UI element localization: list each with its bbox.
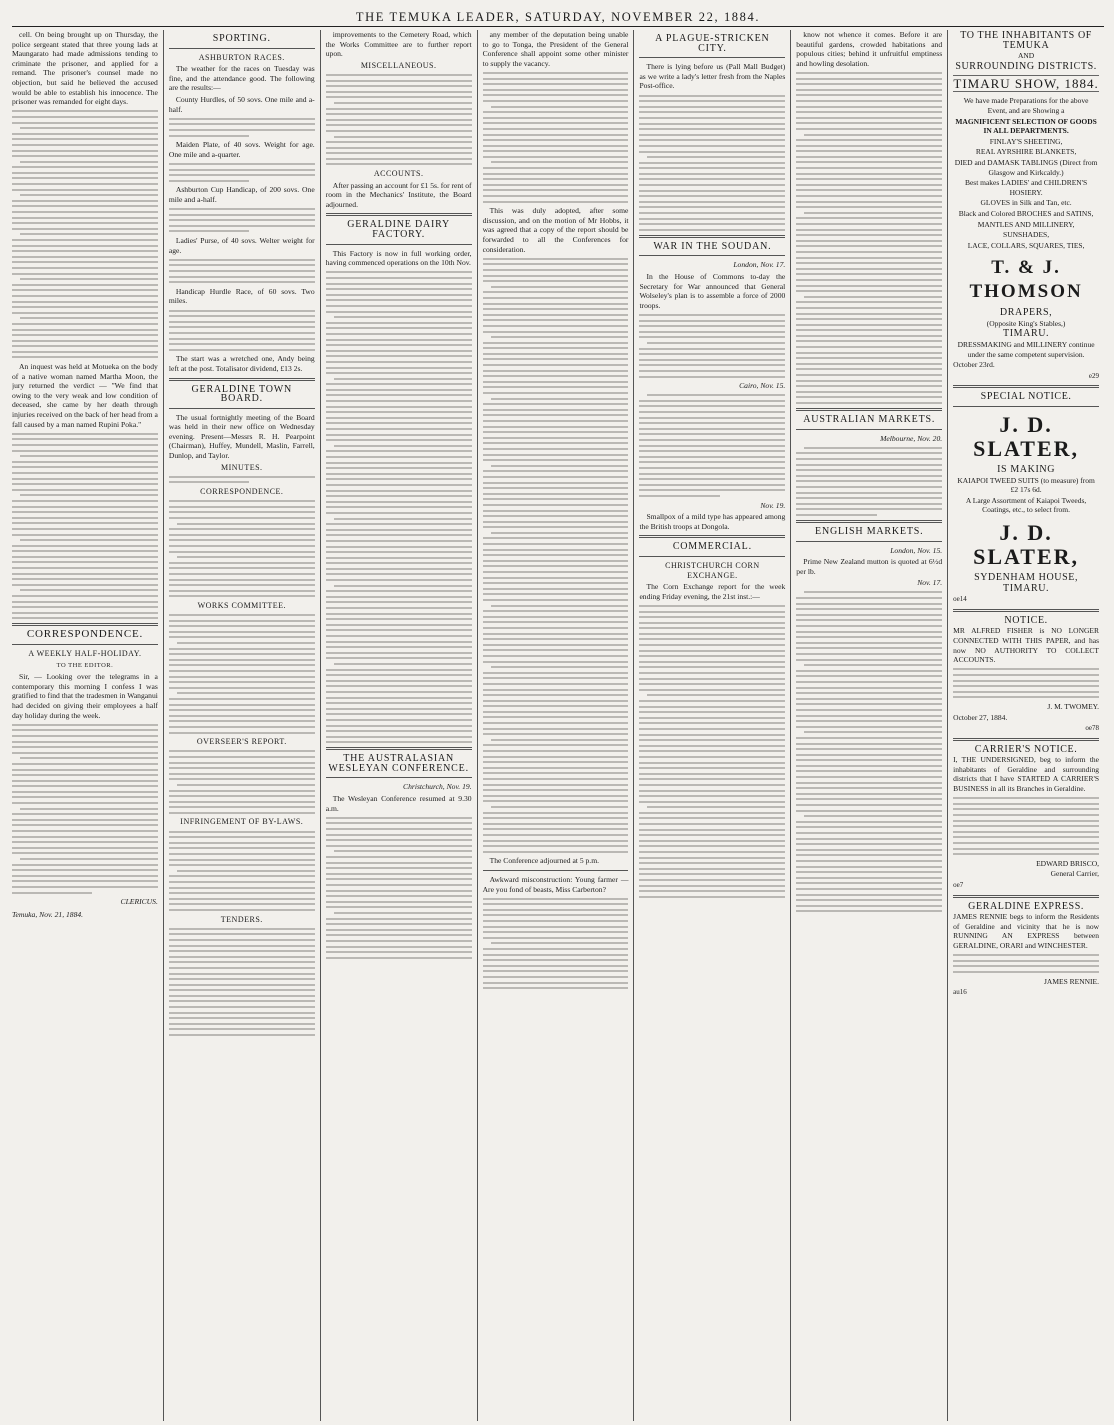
column-4 [477, 30, 634, 1421]
article-text: This Factory is now in full working order, having commenced operations on the 10th Nov. [325, 248, 472, 268]
article-text: The weather for the races on Tuesday was fine, and the attendance good. The following are the results:— [168, 64, 315, 93]
article-text: cell. On being brought up on Thursday, the police sergeant stated that three young lads at Maungarato had made admissions tending to criminate the prisoner, and applied for a remand. The prisoner's counsel made no objection, but said he believed the accused would be able to establish his innocence. The prisoner was remanded for eight days. [12, 30, 158, 107]
article-text: After passing an account for £1 5s. for rent of room in the Mechanics' Institute, the Board adjourned. [325, 180, 472, 209]
illegible-text-block [12, 724, 158, 894]
article-text: There is lying before us (Pall Mall Budget) as we write a lady's letter fresh from the Naples Post-office. [639, 62, 786, 91]
article-text: This was duly adopted, after some discussion, and on the motion of Mr Hobbs, it was agreed that a copy of the report should be forwarded to all the Conferences for consideration. [482, 206, 629, 254]
article-title: ASHBURTON RACES. [198, 52, 285, 62]
section-heading: WAR IN THE SOUDAN. [653, 240, 772, 252]
letter-signature: CLERICUS. [120, 897, 158, 907]
race-title: County Hurdles, of 50 sovs. One mile and a-half. [168, 94, 315, 114]
article-title: A WEEKLY HALF-HOLIDAY. [28, 649, 142, 658]
article-text: The start was a wretched one, Andy being left at the post. Totalisator dividend, £13 2s. [168, 354, 315, 373]
dateline: London, Nov. 17. [733, 260, 786, 270]
column-2 [163, 30, 320, 1421]
column-5 [633, 30, 790, 1421]
article-text: know not whence it comes. Before it are beautiful gardens, crowded habitations and populous cities; behind it unfruitful emptiness and howling desolation. [796, 30, 943, 68]
masthead: THE TEMUKA LEADER, SATURDAY, NOVEMBER 22, 1884. [12, 8, 1104, 27]
article-text: An inquest was held at Motueka on the body of a native woman named Martha Moon, the jury returned the verdict — "We find that owing to the very weak and low condition of deceased, she came by her death through injuries received on the back of her head from a fall caused by a man named Rupini Poka." [12, 362, 158, 429]
letter-dateline: Temuka, Nov. 21, 1884. [12, 909, 84, 919]
section-heading: SPORTING. [212, 33, 271, 44]
section-heading: CORRESPONDENCE. [26, 628, 144, 641]
dateline: Christchurch, Nov. 19. [403, 782, 472, 792]
dateline: Cairo, Nov. 15. [739, 381, 786, 391]
article-text: In the House of Commons to-day the Secretary for War announced that General Wolseley's plan is to assemble a force of 2000 troops. [639, 272, 786, 310]
section-heading: GERALDINE TOWN BOARD. [191, 383, 293, 405]
carrier-notice: CARRIER'S NOTICE. I, THE UNDERSIGNED, beg to inform the inhabitants of Geraldine and surrounding districts that I have STARTED A CARRIER'S BUSINESS in all its Branches in Geraldine. EDWARD BRISCO, General Carrier, oe7 [953, 743, 1100, 889]
column-6 [790, 30, 947, 1421]
subheading: INFRINGEMENT OF BY-LAWS. [180, 817, 304, 827]
subheading: TENDERS. [220, 914, 263, 924]
race-title: Maiden Plate, of 40 sovs. Weight for age. One mile and a-quarter. [168, 140, 315, 159]
column-1 [12, 30, 163, 1421]
subheading: ACCOUNTS. [373, 169, 424, 179]
article-text: The usual fortnightly meeting of the Board was held in their new office on Wednesday evening. Present—Messrs R. H. Pearpoint (Chairman), Huffey, Mundell, Maslin, Farrell, Dunlop, and Taylor. [168, 412, 315, 461]
subheading: OVERSEER'S REPORT. [196, 737, 287, 747]
subheading: MISCELLANEOUS. [360, 60, 437, 70]
short-notice: Awkward misconstruction: Young farmer — Are you fond of beasts, Miss Carberton? [482, 874, 629, 894]
article-text: Smallpox of a mild type has appeared among the British troops at Dongola. [639, 512, 786, 531]
columns [12, 30, 1104, 1421]
column-3 [320, 30, 477, 1421]
section-heading: ENGLISH MARKETS. [815, 525, 924, 537]
subheading: MINUTES. [221, 462, 263, 472]
column-7-advertisements [947, 30, 1104, 1421]
section-heading: AUSTRALIAN MARKETS. [803, 414, 936, 425]
subheading: CORRESPONDENCE. [200, 487, 284, 497]
illegible-text-block [12, 110, 158, 358]
subheading: WORKS COMMITTEE. [197, 600, 287, 610]
article-title: CHRISTCHURCH CORN EXCHANGE. [665, 560, 760, 580]
dateline: Melbourne, Nov. 20. [880, 433, 943, 443]
article-text: Prime New Zealand mutton is quoted at 6½d per lb. [796, 557, 943, 576]
thomson-advertisement: TO THE INHABITANTS OF TEMUKA AND SURROUNDING DISTRICTS. TIMARU SHOW, 1884. We have made Preparations for the above Event, and are Showing a MAGNIFICENT SELECTION OF GOODS IN ALL DEPARTMENTS. FINLAY'S SHEETING, REAL AYRSHIRE BLANKETS, DIED and DAMASK TABLINGS (Direct from Glasgow and Kirkcaldy.) Best makes LADIES' and CHILDREN'S HOSIERY. GLOVES in Silk and Tan, etc. Black and Colored BROCHES and SATINS, MANTLES AND MILLINERY, SUNSHADES, LACE, COLLARS, SQUARES, TIES, T. & J. THOMSON DRAPERS, (Opposite King's Stables,) TIMARU. DRESSMAKING and MILLINERY continue under the same competent supervision. October 23rd. e29 [953, 30, 1100, 380]
dateline: London, Nov. 15. [890, 545, 943, 555]
dateline: Nov. 19. [760, 500, 786, 510]
article-text: The Conference adjourned at 5 p.m. [489, 856, 600, 866]
section-heading: THE AUSTRALASIAN WESLEYAN CONFERENCE. [328, 753, 469, 774]
section-heading: GERALDINE DAIRY FACTORY. [347, 219, 451, 241]
section-heading: COMMERCIAL. [672, 541, 752, 553]
race-title: Handicap Hurdle Race, of 60 sovs. Two miles. [168, 286, 315, 306]
express-advertisement: GERALDINE EXPRESS. JAMES RENNIE begs to inform the Residents of Geraldine and vicinity that he is now RUNNING AN EXPRESS between GERALDINE, ORARI and WINCHESTER. JAMES RENNIE. au16 [953, 900, 1100, 997]
dateline: Nov. 17. [917, 578, 943, 588]
article-text: The Wesleyan Conference resumed at 9.30 a.m. [325, 794, 472, 813]
slater-advertisement: SPECIAL NOTICE. J. D. SLATER, IS MAKING KAIAPOI TWEED SUITS (to measure) from £2 17s 6d. A Large Assortment of Kaiapoi Tweeds, Coatings, etc., to select from. J. D. SLATER, SYDENHAM HOUSE, TIMARU. oe14 [953, 392, 1099, 604]
race-title: Ashburton Cup Handicap, of 200 sovs. One mile and a-half. [168, 185, 315, 204]
section-heading: A PLAGUE-STRICKEN CITY. [655, 33, 770, 54]
letter-text: Sir, — Looking over the telegrams in a contemporary this morning I confess I was gratified to find that the tradesmen in Wanganui had decided on giving their employees a half day holiday during the week. [12, 672, 158, 720]
article-text: The Corn Exchange report for the week ending Friday evening, the 21st inst.:— [639, 582, 786, 601]
illegible-text-block [12, 433, 158, 620]
letter-salutation: TO THE EDITOR. [56, 661, 114, 669]
fisher-notice: NOTICE. MR ALFRED FISHER is NO LONGER CONNECTED WITH THIS PAPER, and has now NO AUTHORITY TO COLLECT ACCOUNTS. J. M. TWOMEY. October 27, 1884. oe78 [953, 614, 1100, 733]
race-title: Ladies' Purse, of 40 sovs. Welter weight for age. [168, 236, 315, 255]
article-text: improvements to the Cemetery Road, which the Works Committee are to further report upon. [325, 30, 472, 59]
article-text: any member of the deputation being unable to go to Tonga, the President of the General Conference shall appoint some other minister to supply the vacancy. [482, 30, 629, 68]
